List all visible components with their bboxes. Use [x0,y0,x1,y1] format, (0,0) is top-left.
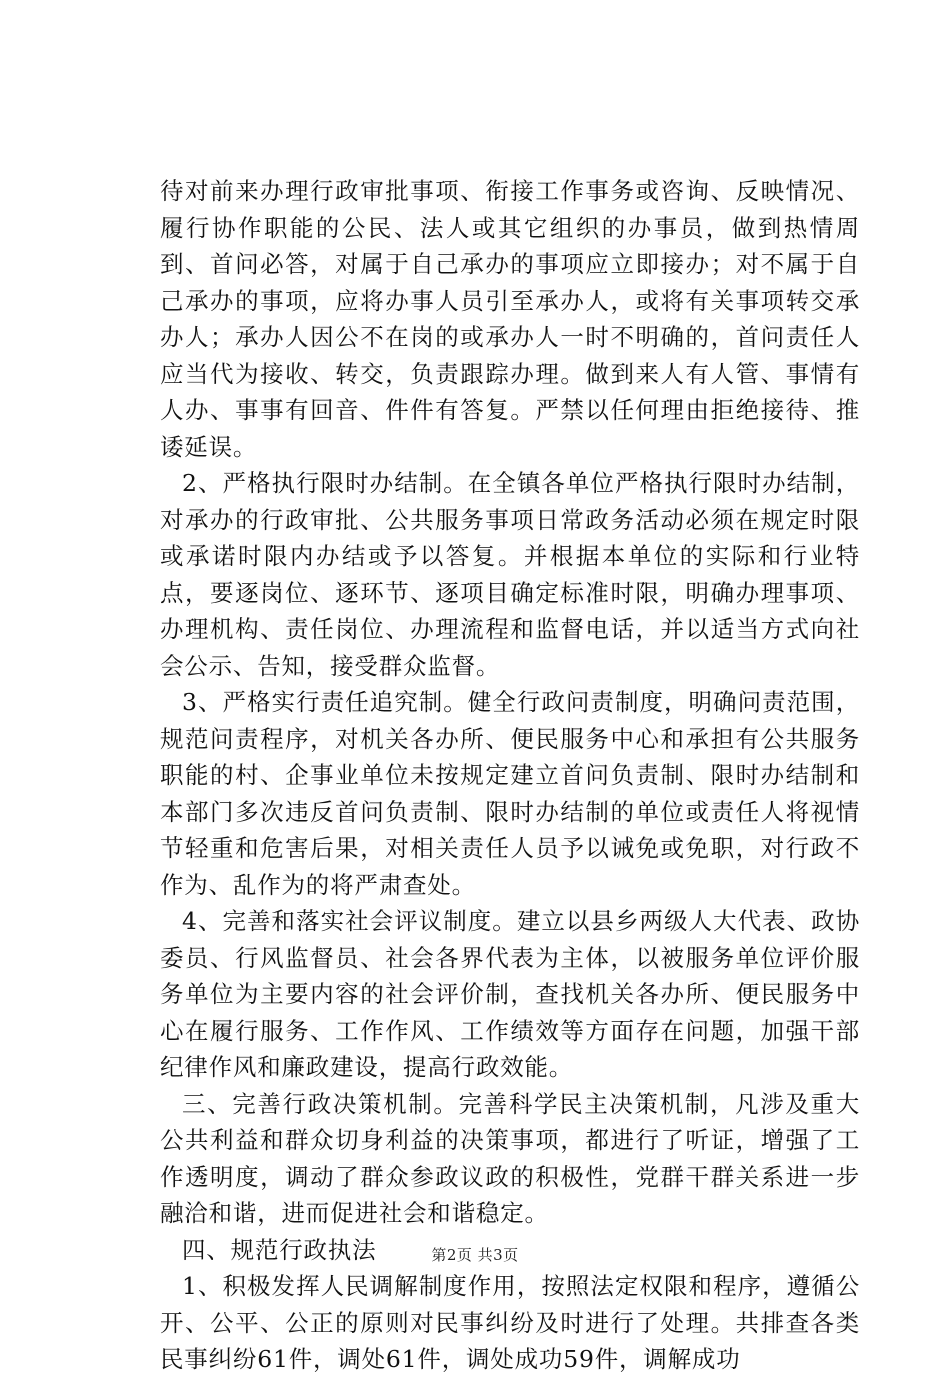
section-heading-law-enforcement: 四、规范行政执法 [182,1235,377,1264]
document-body [160,173,860,1378]
paragraph-accountability: 3、严格实行责任追究制。健全行政问责制度，明确问责范围，规范问责程序，对机关各办所、便民服务中心和承担有公共服务职能的村、企事业单位未按规定建立首问负责制、限时办结制和本部门多次违反首问负责制、限时办结制的单位或责任人将视情节轻重和危害后果，对相关责任人员予以诫免或免职，对行政不作为、乱作为的将严肃查处。 [160,688,860,899]
page-footer: 第2页 共3页 [431,1246,519,1264]
paragraph-time-limit: 2、严格执行限时办结制。在全镇各单位严格执行限时办结制，对承办的行政审批、公共服务事项日常政务活动必须在规定时限或承诺时限内办结或予以答复。并根据本单位的实际和行业特点，要逐岗位、逐环节、逐项目确定标准时限，明确办理事项、办理机构、责任岗位、办理流程和监督电话，并以适当方式向社会公示、告知，接受群众监督。 [160,469,860,680]
paragraph-social-review: 4、完善和落实社会评议制度。建立以县乡两级人大代表、政协委员、行风监督员、社会各界代表为主体，以被服务单位评价服务单位为主要内容的社会评价制，查找机关各办所、便民服务中心在履行服务、工作作风、工作绩效等方面存在问题，加强干部纪律作风和廉政建设，提高行政效能。 [160,907,860,1081]
paragraph-continuation: 待对前来办理行政审批事项、衔接工作事务或咨询、反映情况、履行协作职能的公民、法人或其它组织的办事员，做到热情周到、首问必答，对属于自己承办的事项应立即接办；对不属于自己承办的事项，应将办事人员引至承办人，或将有关事项转交承办人；承办人因公不在岗的或承办人一时不明确的，首问责任人应当代为接收、转交，负责跟踪办理。做到来人有人管、事情有人办、事事有回音、件件有答复。严禁以任何理由拒绝接待、推诿延误。 [160,177,860,461]
paragraph-mediation: 1、积极发挥人民调解制度作用，按照法定权限和程序，遵循公开、公平、公正的原则对民事纠纷及时进行了处理。共排查各类民事纠纷61件，调处61件，调处成功59件，调解成功 [160,1272,860,1373]
paragraph-decision-making: 三、完善行政决策机制。完善科学民主决策机制，凡涉及重大公共利益和群众切身利益的决策事项，都进行了听证，增强了工作透明度，调动了群众参政议政的积极性，党群干群关系进一步融洽和谐，进而促进社会和谐稳定。 [160,1089,860,1227]
